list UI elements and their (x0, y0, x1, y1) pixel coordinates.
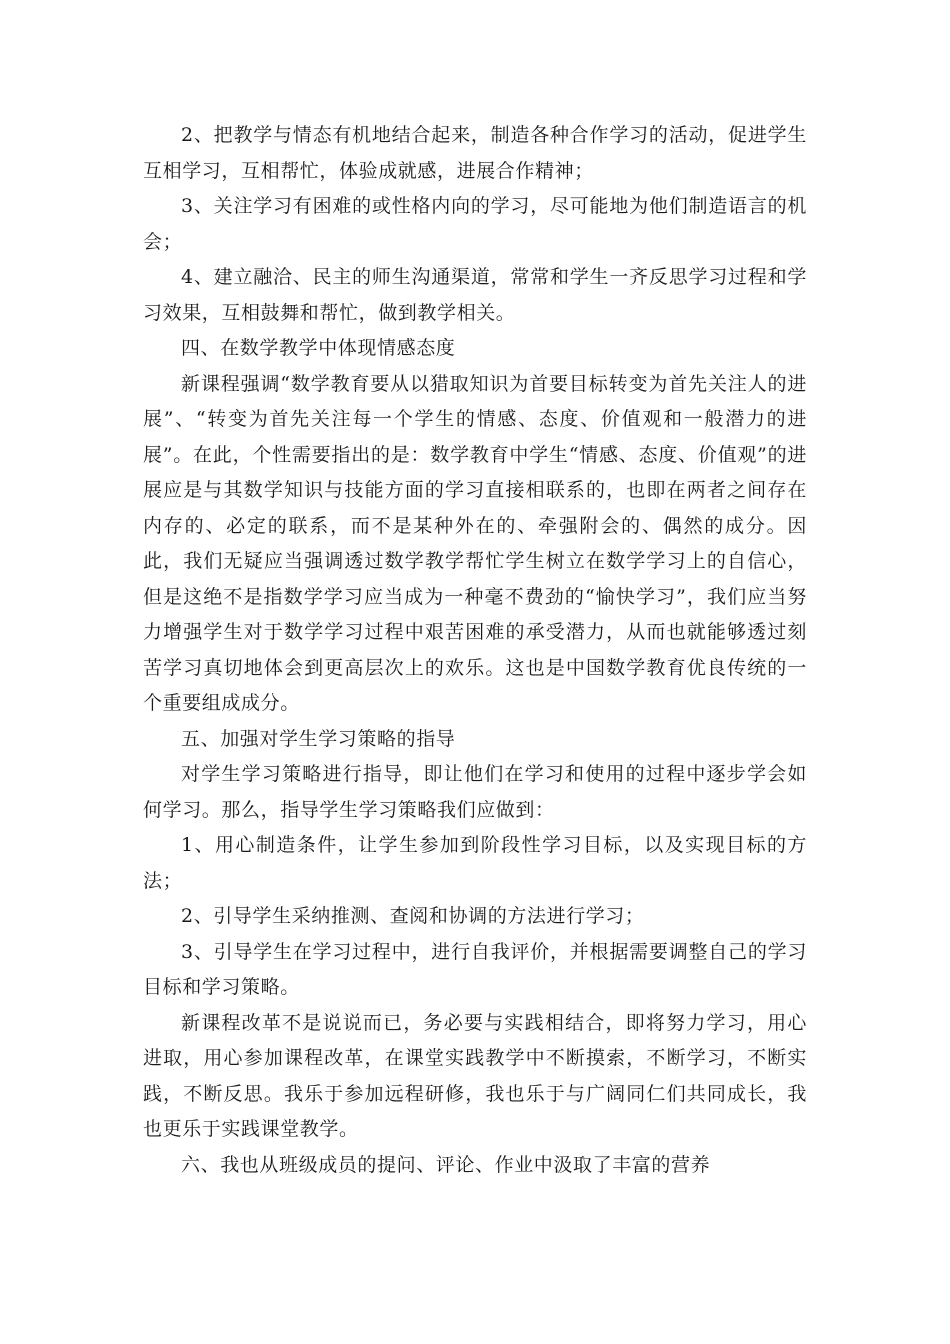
section-heading-6: 六、我也从班级成员的提问、评论、作业中汲取了丰富的营养 (181, 1153, 711, 1176)
paragraph-item-3-struggling-students: 3、关注学习有困难的或性格内向的学习，尽可能地为他们制造语言的机会； (143, 195, 807, 253)
paragraph-item-2-cooperative-learning: 2、把教学与情态有机地结合起来，制造各种合作学习的活动，促进学生互相学习，互相帮忙，体验成就感，进展合作精神； (143, 124, 807, 182)
paragraph-learning-strategy-intro: 对学生学习策略进行指导，即让他们在学习和使用的过程中逐步学会如何学习。那么，指导学生学习策略我们应做到： (143, 763, 807, 821)
paragraph-strategy-item-2: 2、引导学生采纳推测、查阅和协调的方法进行学习； (181, 905, 645, 927)
paragraph-emotional-attitude: 新课程强调“数学教育要从以猎取知识为首要目标转变为首先关注人的进展”、“转变为首先关注每一个学生的情感、态度、价值观和一般潜力的进展”。在此，个性需要指出的是：数学教育中学生“情感、态度、价值观”的进展应是与其数学知识与技能方面的学习直接相联系的，也即在两者之间存在内存的、必定的联系，而不是某种外在的、牵强附会的、偶然的成分。因此，我们无疑应当强调透过数学教学帮忙学生树立在数学学习上的自信心，但是这绝不是指数学学习应当成为一种毫不费劲的“愉快学习”，我们应当努力增强学生对于数学学习过程中艰苦困难的承受潜力，从而也就能够透过刻苦学习真切地体会到更高层次上的欢乐。这也是中国数学教育优良传统的一个重要组成成分。 (143, 372, 807, 714)
paragraph-strategy-item-3: 3、引导学生在学习过程中，进行自我评价，并根据需要调整自己的学习目标和学习策略。 (143, 940, 807, 998)
section-heading-4: 四、在数学教学中体现情感态度 (181, 337, 456, 359)
paragraph-strategy-item-1: 1、用心制造条件，让学生参加到阶段性学习目标，以及实现目标的方法； (143, 834, 807, 892)
paragraph-item-4-teacher-student-channel: 4、建立融洽、民主的师生沟通渠道，常常和学生一齐反思学习过程和学习效果，互相鼓舞和帮忙，做到教学相关。 (143, 266, 807, 324)
section-heading-5: 五、加强对学生学习策略的指导 (181, 727, 456, 750)
paragraph-curriculum-reform: 新课程改革不是说说而已，务必要与实践相结合，即将努力学习，用心进取，用心参加课程改革，在课堂实践教学中不断摸索，不断学习，不断实践，不断反思。我乐于参加远程研修，我也乐于与广阔同仁们共同成长，我也更乐于实践课堂教学。 (143, 1011, 807, 1140)
document-body (143, 118, 807, 1183)
